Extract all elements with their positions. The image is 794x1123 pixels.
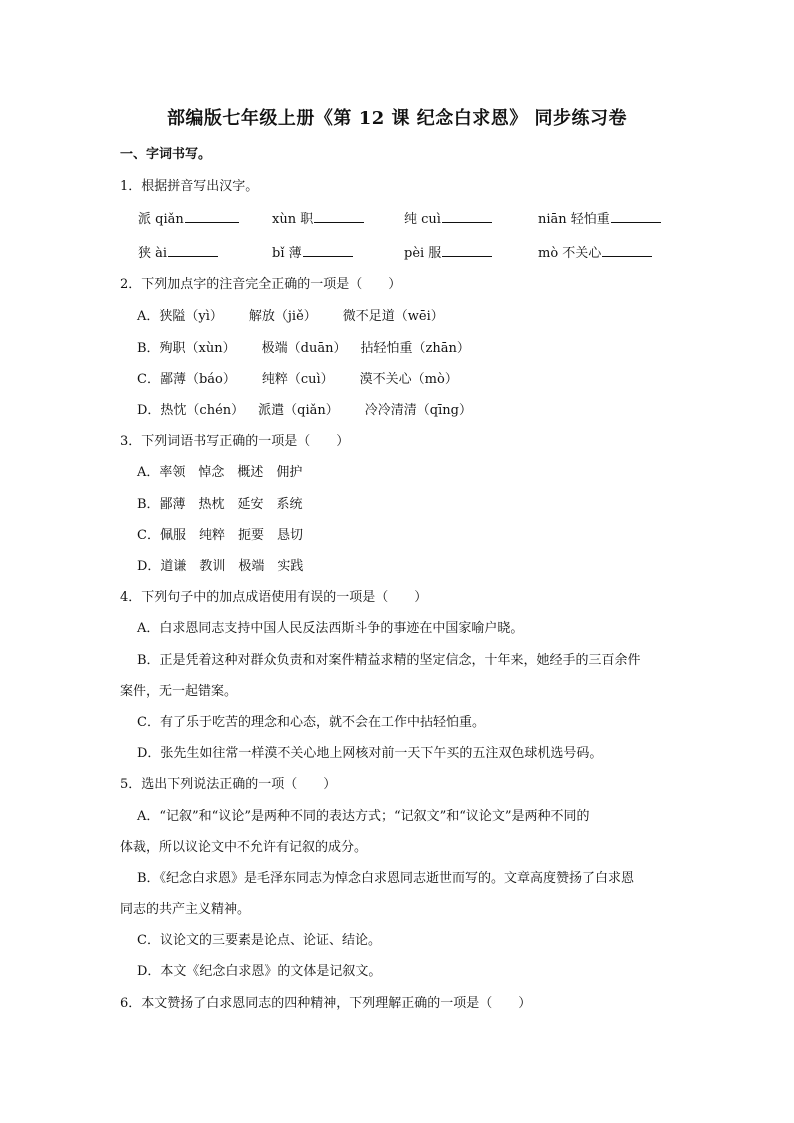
option-d[interactable]: D．本文《纪念白求恩》的文体是记叙文。 bbox=[137, 964, 382, 979]
option-a[interactable]: A．“记叙”和“议论”是两种不同的表达方式；“记叙文”和“议论文”是两种不同的 bbox=[137, 809, 590, 824]
option-c[interactable]: C．鄙薄（báo） 纯粹（cuì） 漠不关心（mò） bbox=[137, 372, 458, 387]
section-heading: 一、字词书写。 bbox=[120, 147, 212, 162]
option-a[interactable]: A．白求恩同志支持中国人民反法西斯斗争的事迹在中国家喻户晓。 bbox=[137, 621, 524, 636]
option-b[interactable]: B．正是凭着这种对群众负责和对案件精益求精的坚定信念，十年来，她经手的三百余件 bbox=[137, 653, 641, 668]
pinyin-item: bǐ 薄 bbox=[272, 244, 353, 263]
option-d[interactable]: D．热忱（chén） 派遣（qiǎn） 冷冷清清（qīng） bbox=[137, 403, 472, 418]
pinyin-item: pèi 服 bbox=[404, 244, 492, 263]
question-5-stem: 5．选出下列说法正确的一项（ ） bbox=[120, 777, 337, 792]
pinyin-item: 纯 cuì bbox=[404, 210, 492, 229]
option-a[interactable]: A．率领 悼念 概述 佣护 bbox=[137, 465, 303, 480]
answer-blank[interactable] bbox=[168, 244, 218, 257]
question-6-stem: 6．本文赞扬了白求恩同志的四种精神，下列理解正确的一项是（ ） bbox=[120, 996, 532, 1011]
pinyin-item: 派 qiǎn bbox=[138, 210, 239, 229]
option-c[interactable]: C．议论文的三要素是论点、论证、结论。 bbox=[137, 933, 381, 948]
page-title: 部编版七年级上册《第 12 课 纪念白求恩》 同步练习卷 bbox=[166, 108, 628, 129]
answer-blank[interactable] bbox=[303, 244, 353, 257]
question-2-stem: 2．下列加点字的注音完全正确的一项是（ ） bbox=[120, 277, 402, 292]
option-c[interactable]: C．有了乐于吃苦的理念和心态，就不会在工作中拈轻怕重。 bbox=[137, 715, 485, 730]
question-3-stem: 3．下列词语书写正确的一项是（ ） bbox=[120, 434, 350, 449]
option-c[interactable]: C．佩服 纯粹 扼要 恳切 bbox=[137, 528, 303, 543]
pinyin-item: 狭 ài bbox=[138, 244, 218, 263]
question-4-stem: 4．下列句子中的加点成语使用有误的一项是（ ） bbox=[120, 590, 428, 605]
answer-blank[interactable] bbox=[602, 244, 652, 257]
option-b-continued: 同志的共产主义精神。 bbox=[120, 902, 251, 917]
option-d[interactable]: D．张先生如往常一样漠不关心地上网核对前一天下午买的五注双色球机选号码。 bbox=[137, 746, 603, 761]
option-a-continued: 体裁，所以议论文中不允许有记叙的成分。 bbox=[120, 840, 368, 855]
option-b[interactable]: B．《纪念白求恩》是毛泽东同志为悼念白求恩同志逝世而写的。文章高度赞扬了白求恩 bbox=[137, 871, 635, 886]
pinyin-item: mò 不关心 bbox=[538, 244, 652, 263]
option-b-continued: 案件，无一起错案。 bbox=[120, 684, 238, 699]
answer-blank[interactable] bbox=[185, 210, 239, 223]
option-a[interactable]: A．狭隘（yì） 解放（jiě） 微不足道（wēi） bbox=[137, 309, 444, 324]
pinyin-item: niān 轻怕重 bbox=[538, 210, 661, 229]
answer-blank[interactable] bbox=[314, 210, 364, 223]
option-b[interactable]: B．殉职（xùn） 极端（duān） 拈轻怕重（zhān） bbox=[137, 341, 470, 356]
answer-blank[interactable] bbox=[442, 210, 492, 223]
question-1-stem: 1．根据拼音写出汉字。 bbox=[120, 179, 259, 194]
pinyin-item: xùn 职 bbox=[272, 210, 364, 229]
option-b[interactable]: B．鄙薄 热枕 延安 系统 bbox=[137, 497, 303, 512]
option-d[interactable]: D．道谦 教训 极端 实践 bbox=[137, 559, 304, 574]
answer-blank[interactable] bbox=[442, 244, 492, 257]
answer-blank[interactable] bbox=[611, 210, 661, 223]
